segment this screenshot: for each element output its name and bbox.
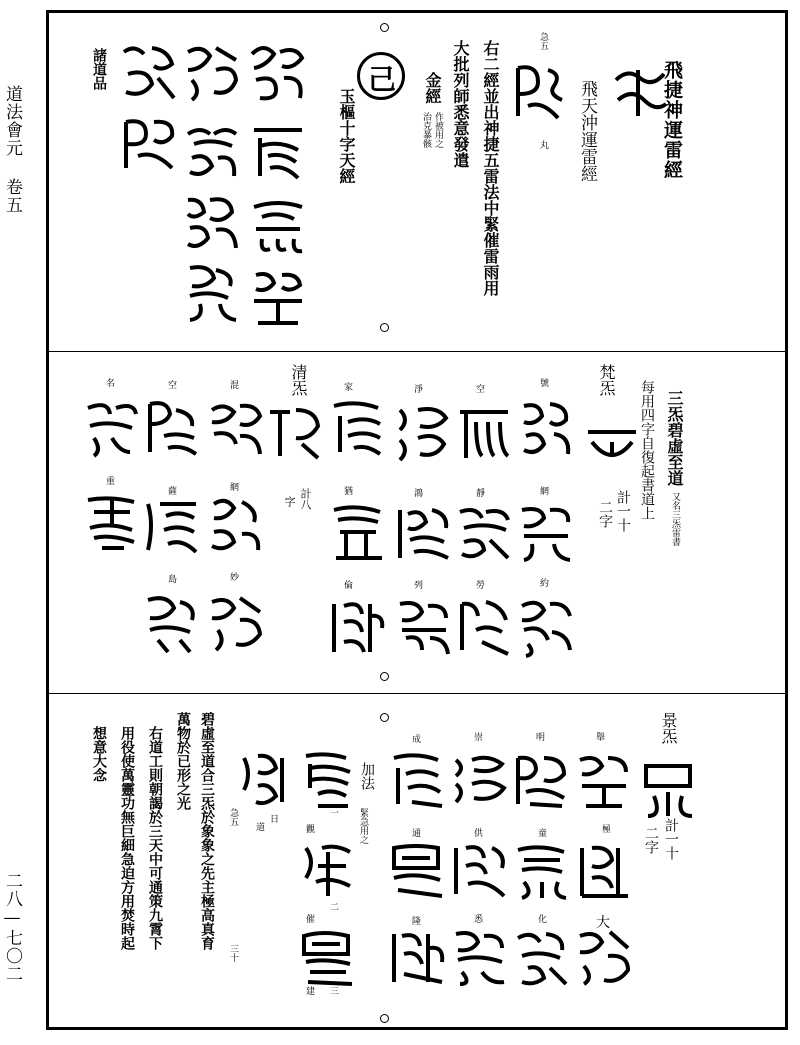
seal-script-glyph [236,746,300,810]
seal-script-glyph [180,120,244,184]
panel-divider-2 [48,693,786,694]
seal-script-glyph [246,195,310,259]
seal-script-glyph [80,396,144,460]
panel2-title: 三炁碧虛至道 [665,390,684,486]
glyph-label: 空 [168,381,178,391]
seal-script-glyph [140,590,204,654]
seal-script-glyph [180,190,244,254]
seal-script-glyph [392,400,456,464]
glyph-label: 鴻 [414,489,424,499]
binding-ring [380,672,389,681]
glyph-label: 崇 [474,733,484,743]
glyph-label: 大 [596,915,610,931]
seal-script-glyph [180,260,244,324]
panel3-text-col2: 萬物於已形之光 [175,712,191,810]
seal-script-glyph [452,594,516,658]
seal-script-glyph [392,500,456,564]
glyph-label: 勞 [476,581,486,591]
panel1-note-line1: 右二經並出神捷五雷法中緊催雷雨用 [481,40,500,296]
seal-script-glyph [508,60,572,124]
panel2-clear-label: 清炁 [289,364,308,396]
glyph-label: 島 [168,575,178,585]
seal-script-glyph [204,396,268,460]
glyph-label: 列 [414,581,424,591]
glyph-label: 隆 [412,917,422,927]
panel1-note-line2: 大批列師悉意發遣 [451,40,470,168]
glyph-label: 明 [536,733,546,743]
glyph-label: 靜 [476,489,486,499]
glyph-label: 悉 [474,915,484,925]
binding-ring [380,1014,389,1023]
seal-script-glyph [572,924,636,988]
panel2-count-d: 字 [283,496,296,507]
seal-script-glyph [572,838,636,902]
glyph-label: 童 [538,829,548,839]
glyph-label: 催 [306,915,316,925]
seal-script-glyph [452,400,516,464]
panel1-title2: 玉樞十字天經 [337,88,356,184]
seal-script-glyph [80,490,144,554]
seal-script-glyph [514,396,578,460]
panel3-add-label: 加法 [359,762,375,790]
glyph-label: 通 [412,829,422,839]
seal-script-glyph [448,924,512,988]
panel1-small-note-b: 丸 [538,140,548,149]
glyph-label: 觀 [306,825,316,835]
panel3-count-b: 二字 [643,826,659,854]
panel2-fan-label: 梵炁 [597,364,616,396]
panel1-note-line4-small: 治克暴骸 [421,112,431,148]
seal-script-glyph [636,756,700,820]
glyph-label: 道 [256,823,266,833]
seal-script-glyph [296,926,360,990]
glyph-label: 二 [330,903,340,913]
glyph-label: 淨 [414,385,424,395]
glyph-label: 急五 [228,808,238,826]
margin-left-title: 道法會元 卷五 [2,85,22,214]
seal-script-glyph [326,594,390,658]
glyph-label: 化 [538,915,548,925]
glyph-label: 三十 [228,944,238,962]
seal-script-glyph [386,748,450,812]
panel3-text-col3: 右道工則朝謁於三天中可通策九霄下 [147,726,163,950]
glyph-label: 網 [540,487,550,497]
seal-script-glyph [510,748,574,812]
glyph-label: 妙 [230,573,240,583]
seal-glyph: 己 [368,63,397,96]
glyph-label: 號 [540,379,550,389]
binding-ring [380,323,389,332]
seal-script-glyph [180,40,244,104]
glyph-label: 倫 [344,581,354,591]
panel2-count-b: 二字 [597,500,613,528]
glyph-label: 極 [602,825,612,835]
binding-ring [380,23,389,32]
glyph-label: 舉 [596,733,606,743]
panel1-small-note-a: 急五 [538,32,548,50]
glyph-label: 約 [540,579,550,589]
panel1-note-line3-small: 作被用之 [433,112,443,148]
glyph-label: 猶 [344,487,354,497]
seal-script-glyph [118,40,182,104]
seal-script-glyph [296,838,360,902]
panel1-footer-label: 諸道品 [91,48,107,90]
glyph-label: 供 [474,829,484,839]
binding-ring [380,713,389,722]
glyph-label: 空 [476,385,486,395]
panel3-text-col4: 用役使萬靈功無巨細急迫方用焚時起 [119,726,135,950]
panel3-add-note: 緊急用之 [358,808,368,844]
seal-script-glyph [448,748,512,812]
panel2-subtitle: 每用四字自復起書道上 [639,380,655,520]
seal-script-glyph [118,112,182,176]
seal-script-glyph [326,500,390,564]
glyph-label: 混 [230,381,240,391]
seal-script-glyph [580,412,644,476]
glyph-label: 薩 [168,487,178,497]
panel-divider-1 [48,351,786,352]
seal-script-glyph [572,748,636,812]
panel1-subtitle: 飛天沖運雷經 [577,80,597,182]
seal-script-glyph [386,838,450,902]
seal-script-glyph [140,494,204,558]
panel3-text-col1: 碧虛至道合三炁於象象之先主極高真育 [199,712,215,950]
seal-script-glyph [326,396,390,460]
glyph-label: 三 [330,987,340,997]
seal-script-glyph [246,120,310,184]
panel1-note-line3: 金經 [423,72,442,104]
panel3-count-a: 計一十 [663,818,679,860]
panel1-title: 飛捷神運雷經 [661,60,683,180]
seal-script-glyph [296,748,360,812]
margin-page-number: 二八—七〇二 [2,872,22,983]
glyph-label: 日 [270,815,280,825]
glyph-label: 名 [106,379,116,389]
seal-script-glyph [392,594,456,658]
panel2-title-small: 又名三炁雷書 [670,492,680,546]
seal-script-glyph [246,265,310,329]
glyph-label: 網 [230,483,240,493]
seal-script-glyph [452,500,516,564]
panel3-label: 景炁 [659,712,678,744]
seal-script-glyph [204,590,268,654]
seal-script-glyph [514,594,578,658]
seal-script-glyph [204,492,268,556]
seal-script-glyph [510,924,574,988]
glyph-label: 成 [412,735,422,745]
glyph-label: 家 [344,383,354,393]
glyph-label: 重 [106,477,116,487]
seal-script-glyph [608,60,672,124]
glyph-label: 一 [330,809,340,819]
seal-script-glyph [140,396,204,460]
seal-script-glyph [514,500,578,564]
seal-script-glyph [246,40,310,104]
seal-script-glyph [448,838,512,902]
panel2-count-a: 計一十 [615,490,631,532]
panel3-text-col5: 想意大念 [91,726,107,782]
seal-script-glyph [510,838,574,902]
glyph-label: 建 [306,987,316,997]
seal-script-glyph [386,924,450,988]
panel2-count-c: 計八 [299,488,312,510]
seal-script-glyph [262,400,326,464]
